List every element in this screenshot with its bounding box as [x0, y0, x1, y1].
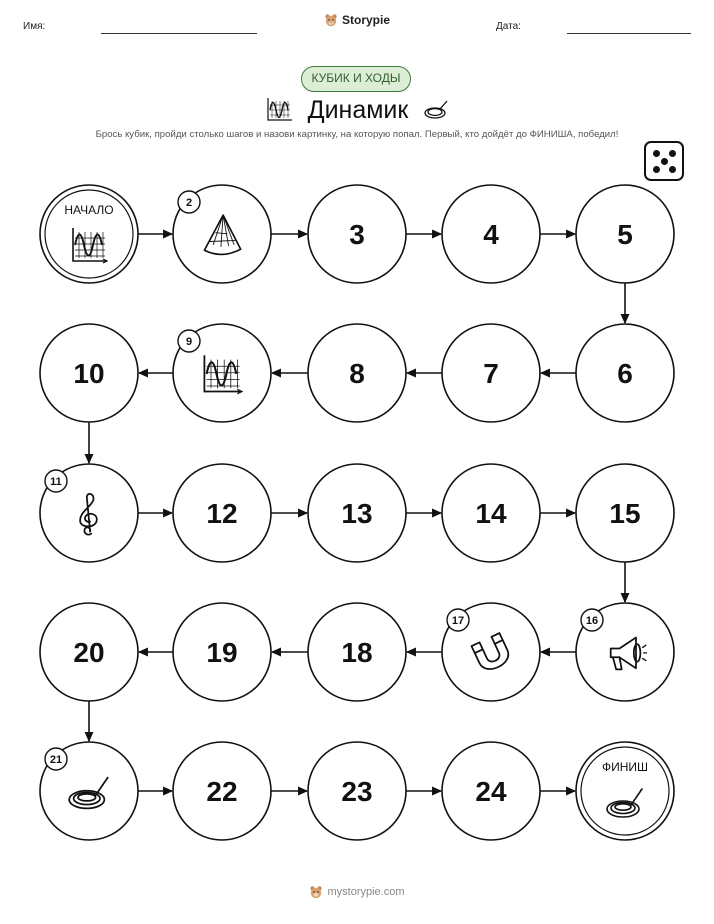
- board-cell-6: [576, 324, 674, 422]
- cell-badge-number: 9: [185, 336, 193, 348]
- finish-label: ФИНИШ: [601, 760, 649, 774]
- cell-number: 23: [341, 776, 373, 807]
- board-cell-15: [576, 464, 674, 562]
- cell-badge-number: 2: [185, 197, 193, 209]
- board-cell-11: [40, 464, 138, 562]
- board-cell-4: [442, 185, 540, 283]
- footer-site: mystorypie.com: [327, 886, 405, 898]
- cell-number: 14: [475, 498, 507, 529]
- cell-number: 22: [206, 776, 238, 807]
- board-cell-25: [576, 742, 674, 840]
- board-cells: [40, 185, 674, 840]
- cell-number: 6: [617, 358, 633, 389]
- cell-badge-number: 11: [50, 476, 62, 488]
- cell-number: 19: [206, 637, 238, 668]
- board-cell-18: [308, 603, 406, 701]
- cell-circle: [576, 742, 674, 840]
- board-cell-2: [173, 185, 271, 283]
- board-cell-17: [442, 603, 540, 701]
- board-cell-10: [40, 324, 138, 422]
- cell-badge-number: 16: [585, 615, 599, 627]
- start-label: НАЧАЛО: [64, 203, 114, 217]
- cell-number: 5: [617, 219, 633, 250]
- cell-number: 8: [349, 358, 365, 389]
- board-cell-3: [308, 185, 406, 283]
- board-cell-13: [308, 464, 406, 562]
- cell-number: 3: [349, 219, 365, 250]
- board-cell-20: [40, 603, 138, 701]
- board-cell-12: [173, 464, 271, 562]
- cell-number: 18: [341, 637, 373, 668]
- instructions-text: Брось кубик, пройди столько шагов и назови картинку, на которую попал. Первый, кто дойдёт до ФИНИША, победил!: [95, 129, 619, 140]
- cell-number: 24: [475, 776, 507, 807]
- board-cell-1: [40, 185, 138, 283]
- board-cell-24: [442, 742, 540, 840]
- board-cell-5: [576, 185, 674, 283]
- brand-name: Storypie: [341, 13, 390, 27]
- board-cell-21: [40, 742, 138, 840]
- cell-badge-number: 17: [451, 615, 465, 627]
- name-label: Имя:: [23, 21, 46, 32]
- board-cell-23: [308, 742, 406, 840]
- board-cell-8: [308, 324, 406, 422]
- board-cell-19: [173, 603, 271, 701]
- game-type-badge: КУБИК И ХОДЫ: [301, 66, 411, 92]
- footer: [0, 885, 714, 902]
- board-cell-7: [442, 324, 540, 422]
- board-cell-22: [173, 742, 271, 840]
- cell-number: 4: [483, 219, 499, 250]
- cell-number: 12: [206, 498, 238, 529]
- cell-circle: [40, 185, 138, 283]
- cell-number: 10: [73, 358, 105, 389]
- bear-logo-icon: [309, 885, 323, 899]
- cell-badge-number: 21: [49, 754, 63, 766]
- page-title: Динамик: [307, 95, 409, 124]
- cell-number: 13: [341, 498, 373, 529]
- cell-number: 7: [483, 358, 499, 389]
- board-cell-9: [173, 324, 271, 422]
- board-cell-16: [576, 603, 674, 701]
- cell-number: 15: [609, 498, 641, 529]
- cell-number: 20: [73, 637, 105, 668]
- date-label: Дата:: [496, 21, 521, 32]
- board-cell-14: [442, 464, 540, 562]
